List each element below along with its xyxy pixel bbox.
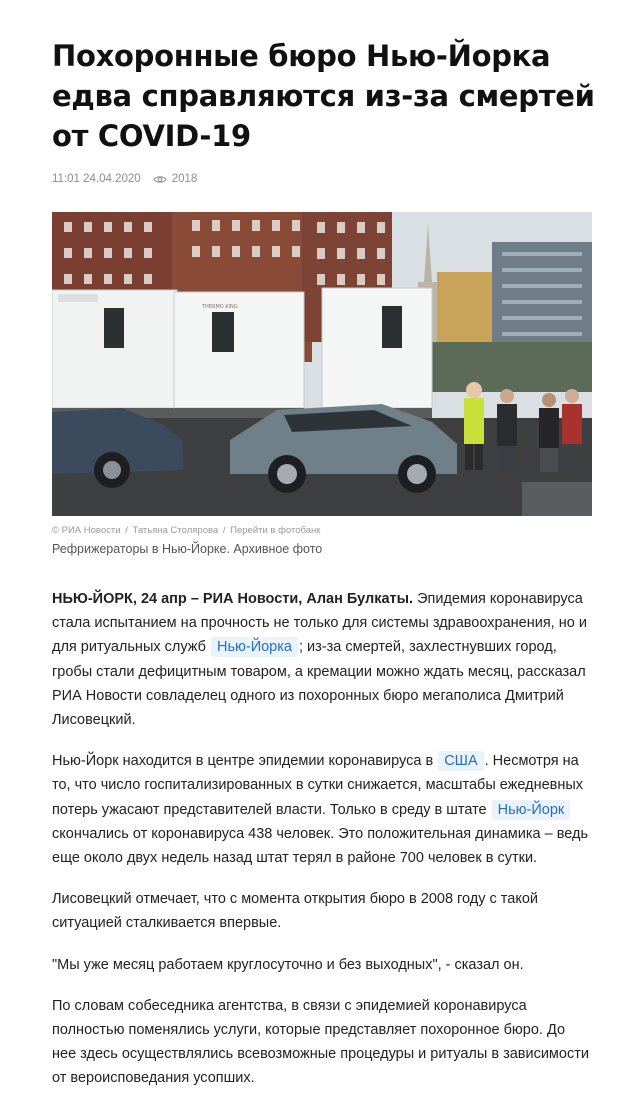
article-photo[interactable]: [52, 212, 592, 516]
photobank-link[interactable]: Перейти в фотобанк: [230, 525, 321, 536]
paragraph-4: "Мы уже месяц работаем круглосуточно и без выходных", - сказал он.: [52, 956, 524, 973]
photo-credits: [52, 525, 320, 536]
tag-link-new-york[interactable]: Нью-Йорка: [211, 637, 298, 657]
article-body: [52, 587, 592, 1108]
publish-time: 11:01 24.04.2020: [52, 173, 141, 185]
refrigerator-trucks-photo: [52, 212, 592, 516]
paragraph-text: скончались от коронавируса 438 человек. Это положительная динамика – ведь еще около двух недель назад штат терял в районе 700 человек в сутки.: [52, 825, 589, 867]
views-counter: [153, 173, 198, 185]
tag-link-usa[interactable]: США: [438, 751, 483, 771]
paragraph-5: По словам собеседника агентства, в связи с эпидемией коронавируса полностью поменялись услуги, которые представляет похоронное бюро. До нее здесь осуществлялись всевозможные процедуры и ритуалы в зависимости от вероисповедания усопших.: [52, 997, 589, 1087]
paragraph-text: ; из-за смертей, захлестнувших город, гробы стали дефицитным товаром, а кремации можно ждать месяц, рассказал РИА Новости совладелец одного из похоронных бюро мегаполиса Дмитрий Лисовецкий.: [52, 639, 586, 729]
credit-separator: /: [222, 525, 226, 536]
photo-author[interactable]: Татьяна Столярова: [132, 525, 219, 536]
truck-brand-label: THERMO KING: [202, 304, 238, 310]
eye-icon: [153, 175, 167, 184]
photo-caption: Рефрижераторы в Нью-Йорке. Архивное фото: [52, 542, 323, 556]
credit-separator: /: [125, 525, 128, 536]
paragraph-2: [52, 749, 592, 870]
paragraph-text: Эпидемия коронавируса стала испытанием на прочность не только для системы здравоохранения, но и для ритуальных служб: [52, 591, 587, 656]
page-title: Похоронные бюро Нью-Йорка едва справляются из-за смертей от COVID-19: [52, 39, 595, 153]
views-count: 2018: [171, 173, 198, 185]
paragraph-1: [52, 587, 592, 732]
paragraph-3: Лисовецкий отмечает, что с момента открытия бюро в 2008 году с такой ситуацией сталкивается впервые.: [52, 891, 538, 932]
article-meta: [52, 173, 197, 185]
paragraph-text: . Несмотря на то, что число госпитализированных в сутки снижается, масштабы ежедневных потерь ужасают представителей власти. Только в среду в штате: [52, 753, 584, 818]
paragraph-text: Нью-Йорк находится в центре эпидемии коронавируса в: [52, 753, 438, 770]
lead-text: НЬЮ-ЙОРК, 24 апр – РИА Новости, Алан Булкаты.: [52, 591, 414, 607]
tag-link-new-york-state[interactable]: Нью-Йорк: [492, 800, 571, 820]
photo-agency: © РИА Новости: [52, 525, 121, 536]
